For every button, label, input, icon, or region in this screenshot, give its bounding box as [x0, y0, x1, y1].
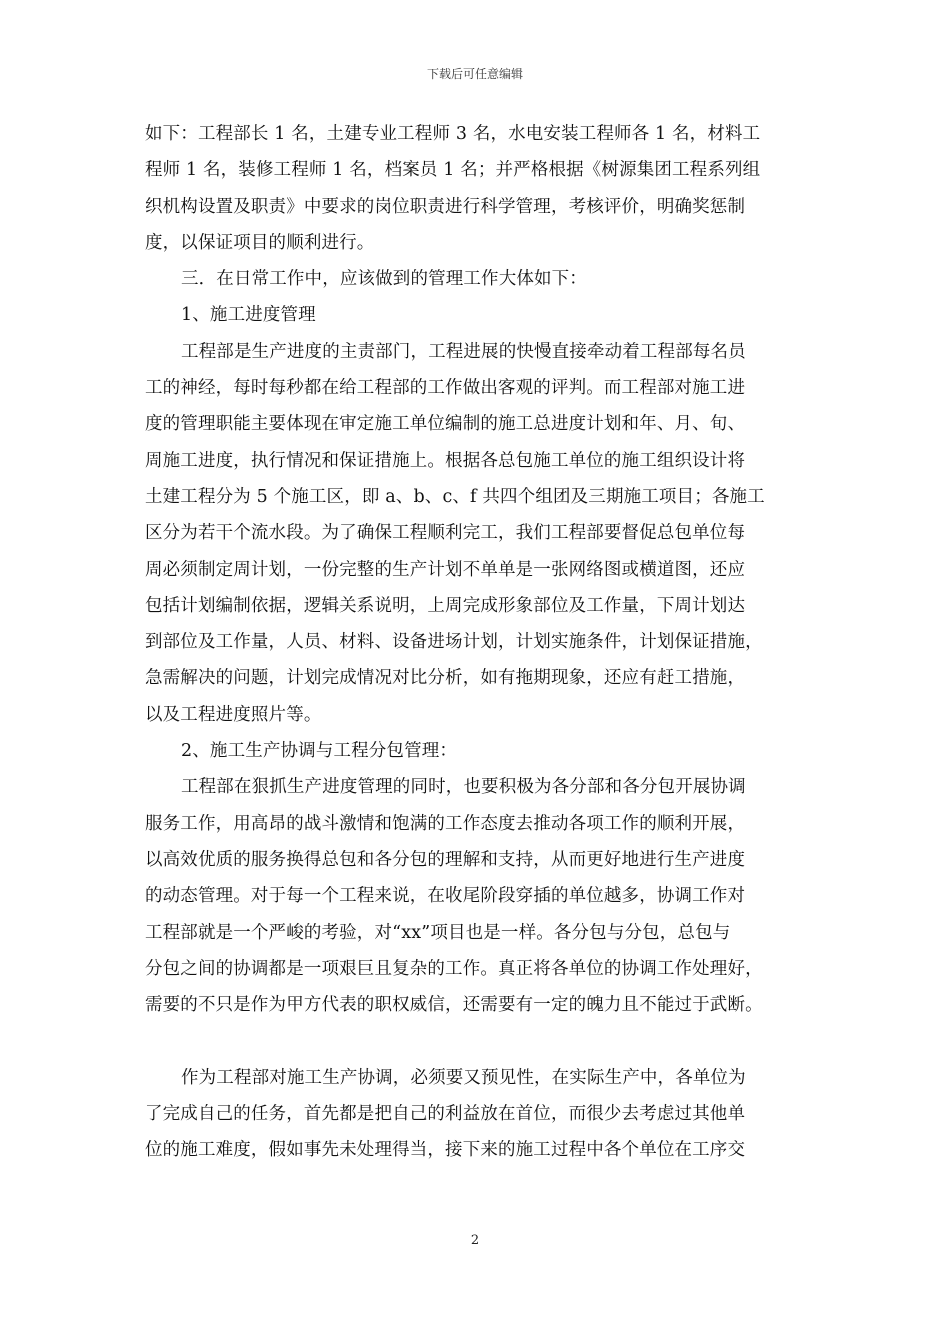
text-line: 以及工程进度照片等。 [145, 704, 322, 725]
paragraph-gap [145, 1023, 820, 1059]
text-line: 工程部就是一个严峻的考验，对“xx”项目也是一样。各分包与分包，总包与 [145, 922, 731, 943]
text-line: 工的神经，每时每秒都在给工程部的工作做出客观的评判。而工程部对施工进 [145, 378, 746, 399]
text-line: 工程部在狠抓生产进度管理的同时，也要积极为各分部和各分包开展协调 [181, 777, 746, 798]
text-line: 包括计划编制依据，逻辑关系说明，上周完成形象部位及工作量，下周计划达 [145, 595, 746, 616]
text-line: 的动态管理。对于每一个工程来说，在收尾阶段穿插的单位越多，协调工作对 [145, 886, 746, 907]
page-number: 2 [470, 1233, 480, 1248]
text-line: 如下：工程部长 1 名，土建专业工程师 3 名，水电安装工程师各 1 名，材料工 [145, 124, 761, 144]
text-line: 需要的不只是作为甲方代表的职权威信，还需要有一定的魄力且不能过于武断。 [145, 995, 763, 1016]
text-line: 到部位及工作量，人员、材料、设备进场计划，计划实施条件，计划保证措施， [145, 632, 763, 653]
text-line: 了完成自己的任务，首先都是把自己的利益放在首位，而很少去考虑过其他单 [145, 1104, 746, 1125]
text-line: 分包之间的协调都是一项艰巨且复杂的工作。真正将各单位的协调工作处理好， [145, 958, 763, 979]
text-line: 度，以保证项目的顺利进行。 [145, 232, 375, 253]
text-line: 织机构设置及职责》中要求的岗位职责进行科学管理，考核评价，明确奖惩制 [145, 196, 746, 217]
section-heading: 三．在日常工作中，应该做到的管理工作大体如下： [181, 269, 587, 290]
text-line: 服务工作，用高昂的战斗激情和饱满的工作态度去推动各项工作的顺利开展， [145, 813, 746, 834]
text-line: 土建工程分为 5 个施工区，即 a、b、c、f 共四个组团及三期施工项目；各施工 [145, 486, 765, 507]
text-line: 程师 1 名，装修工程师 1 名，档案员 1 名；并严格根据《树源集团工程系列组 [145, 160, 761, 181]
text-line: 区分为若干个流水段。为了确保工程顺利完工，我们工程部要督促总包单位每 [145, 523, 746, 544]
text-line: 度的管理职能主要体现在审定施工单位编制的施工总进度计划和年、月、旬、 [145, 414, 746, 435]
text-line: 周必须制定周计划，一份完整的生产计划不单单是一张网络图或横道图，还应 [145, 559, 746, 580]
page-header-note: 下载后可任意编辑 [426, 67, 523, 81]
text-line: 作为工程部对施工生产协调，必须要又预见性，在实际生产中，各单位为 [181, 1067, 746, 1088]
subsection-heading: 1、施工进度管理 [181, 305, 316, 326]
text-line: 以高效优质的服务换得总包和各分包的理解和支持，从而更好地进行生产进度 [145, 849, 746, 870]
document-body [145, 116, 820, 1169]
text-line: 周施工进度，执行情况和保证措施上。根据各总包施工单位的施工组织设计将 [145, 450, 746, 471]
text-line: 位的施工难度，假如事先未处理得当，接下来的施工过程中各个单位在工序交 [145, 1140, 746, 1161]
subsection-heading: 2、施工生产协调与工程分包管理： [181, 741, 458, 762]
text-line: 急需解决的问题，计划完成情况对比分析，如有拖期现象，还应有赶工措施， [145, 668, 746, 689]
text-line: 工程部是生产进度的主责部门，工程进展的快慢直接牵动着工程部每名员 [181, 341, 746, 362]
